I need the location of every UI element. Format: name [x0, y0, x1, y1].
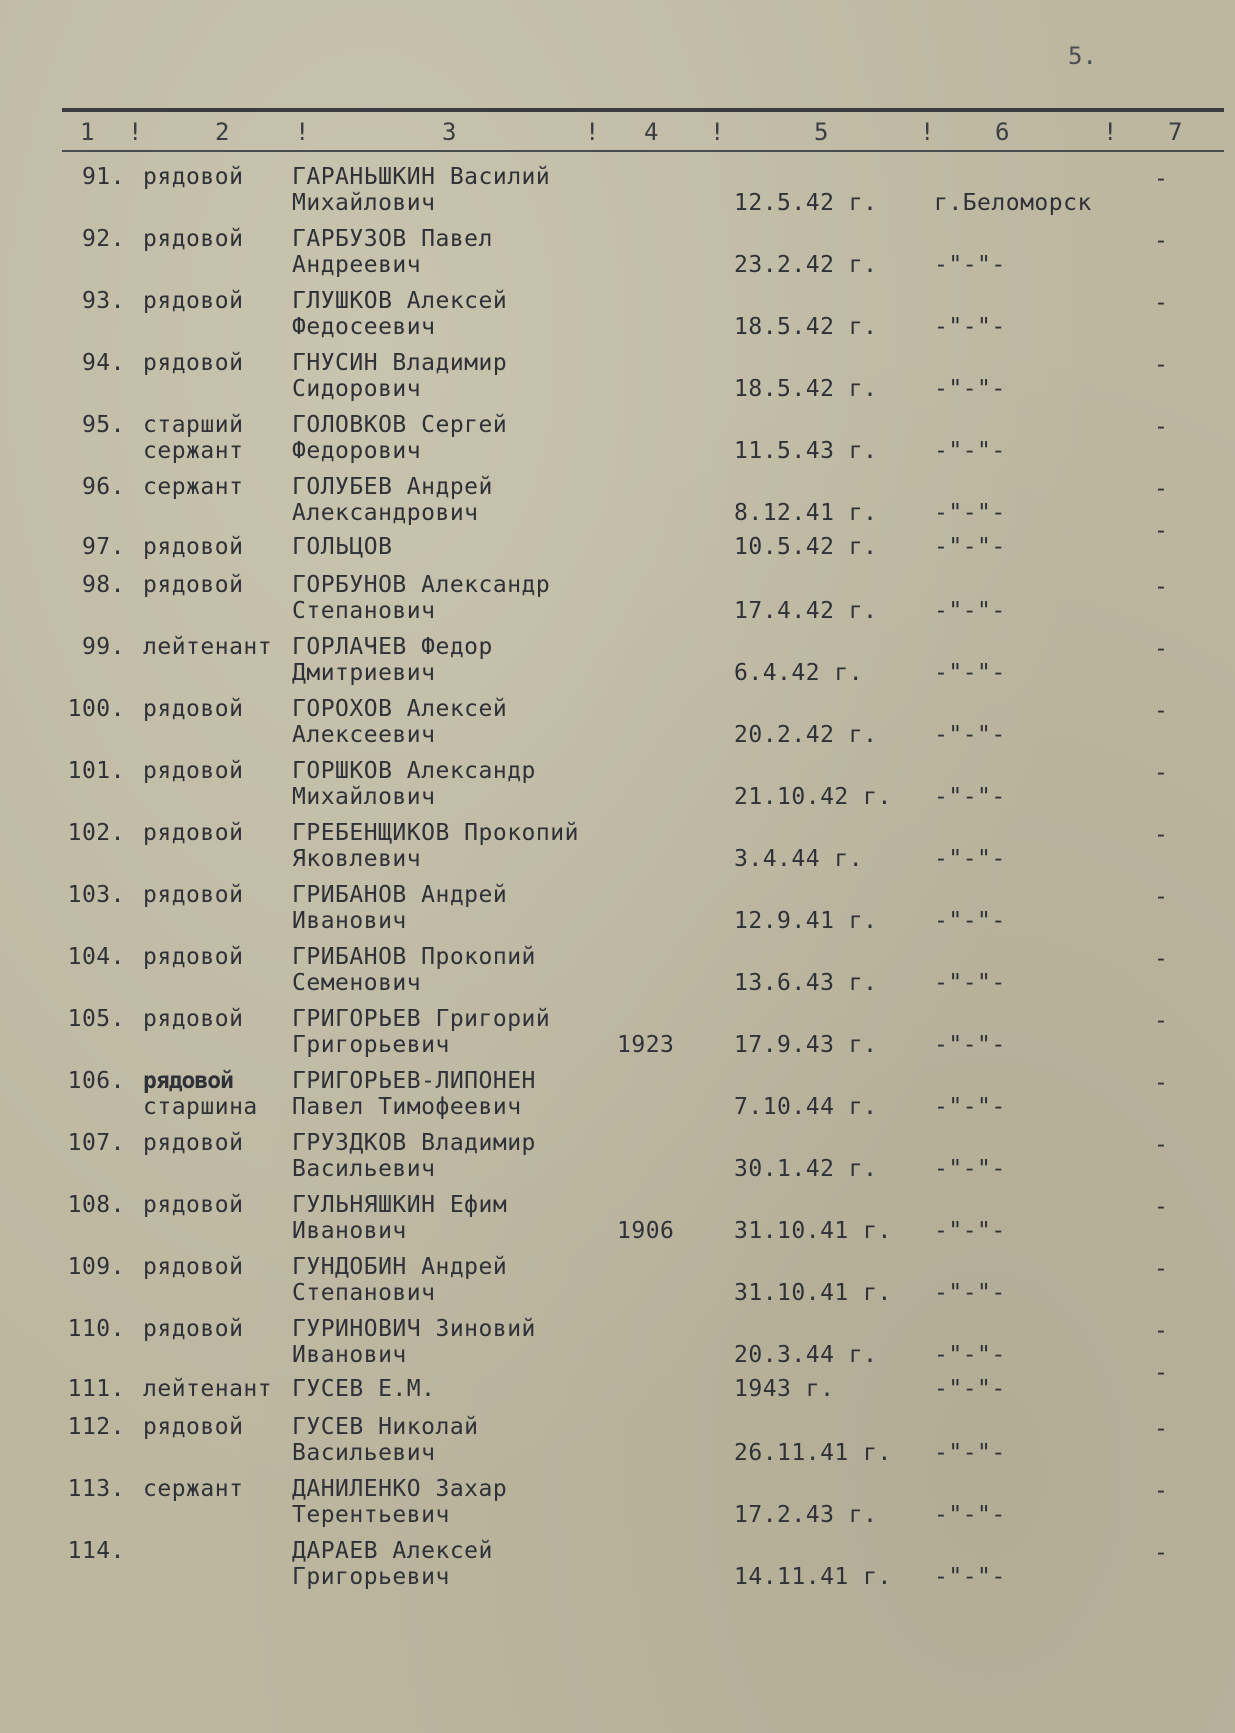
full-name — [292, 1254, 507, 1306]
column-7-value: - — [1154, 518, 1169, 544]
date: 14.11.41 г. — [734, 1564, 892, 1590]
name-line: ГОЛУБЕВ Андрей — [292, 474, 493, 500]
row-number: 114. — [67, 1538, 125, 1564]
rank — [143, 474, 243, 500]
row-number: 103. — [67, 882, 125, 908]
name-line: Александрович — [292, 500, 479, 526]
column-7-value: - — [1154, 698, 1169, 724]
date: 18.5.42 г. — [734, 314, 878, 340]
place: -"-"- — [934, 846, 1006, 872]
column-header-3: ! — [295, 118, 310, 146]
row-number: 91. — [81, 164, 125, 190]
rank-line: рядовой — [143, 1316, 244, 1342]
place: -"-"- — [934, 1440, 1006, 1466]
column-header-10: 6 — [995, 118, 1010, 146]
name-line: ГУСЕВ Е.М. — [292, 1376, 436, 1402]
place: -"-"- — [934, 784, 1006, 810]
rank-line: рядовой — [143, 758, 244, 784]
date: 23.2.42 г. — [734, 252, 878, 278]
place: г.Беломорск — [934, 190, 1092, 216]
full-name — [292, 1130, 536, 1182]
name-line: Павел Тимофеевич — [292, 1094, 522, 1120]
rank-line: сержант — [143, 474, 244, 500]
rank — [143, 1476, 243, 1502]
rank — [143, 1192, 243, 1218]
column-7-value: - — [1154, 414, 1169, 440]
full-name — [292, 1006, 550, 1058]
rank — [143, 350, 243, 376]
name-line: ГРИБАНОВ Прокопий — [292, 944, 536, 970]
name-line: ГУСЕВ Николай — [292, 1414, 479, 1440]
rank — [143, 1376, 272, 1402]
rank-line: рядовой — [143, 572, 244, 598]
column-7-value: - — [1154, 884, 1169, 910]
rank — [143, 1316, 243, 1342]
name-line: Федорович — [292, 438, 422, 464]
row-number: 106. — [67, 1068, 125, 1094]
place: -"-"- — [934, 1218, 1006, 1244]
column-header-12: 7 — [1168, 118, 1183, 146]
rank — [143, 1130, 243, 1156]
column-7-value: - — [1154, 228, 1169, 254]
row-number: 108. — [67, 1192, 125, 1218]
full-name — [292, 350, 507, 402]
full-name — [292, 288, 507, 340]
column-7-value: - — [1154, 1132, 1169, 1158]
column-7-value: - — [1154, 636, 1169, 662]
rank-line: рядовой — [143, 1414, 244, 1440]
full-name — [292, 1192, 507, 1244]
date: 3.4.44 г. — [734, 846, 864, 872]
rank-line: рядовой — [143, 1006, 244, 1032]
full-name — [292, 882, 507, 934]
date: 11.5.43 г. — [734, 438, 878, 464]
rank-line: сержант — [143, 438, 244, 464]
rank — [143, 288, 243, 314]
column-7-value: - — [1154, 1256, 1169, 1282]
full-name — [292, 412, 507, 464]
column-7-value: - — [1154, 476, 1169, 502]
row-number: 99. — [81, 634, 125, 660]
name-line: Терентьевич — [292, 1502, 450, 1528]
rank-line: рядовой — [143, 164, 244, 190]
birth-year: 1923 — [617, 1032, 675, 1058]
date: 8.12.41 г. — [734, 500, 878, 526]
name-line: Степанович — [292, 1280, 436, 1306]
column-7-value: - — [1154, 166, 1169, 192]
full-name — [292, 534, 392, 560]
place: -"-"- — [934, 1032, 1006, 1058]
rank — [143, 572, 243, 598]
rank — [143, 634, 272, 660]
place: -"-"- — [934, 970, 1006, 996]
rank-line: рядовой — [143, 534, 244, 560]
name-line: Яковлевич — [292, 846, 422, 872]
date: 17.2.43 г. — [734, 1502, 878, 1528]
place: -"-"- — [934, 1094, 1006, 1120]
place: -"-"- — [934, 438, 1006, 464]
full-name — [292, 696, 507, 748]
date: 20.2.42 г. — [734, 722, 878, 748]
place: -"-"- — [934, 908, 1006, 934]
name-line: ГОРЛАЧЕВ Федор — [292, 634, 493, 660]
column-7-value: - — [1154, 574, 1169, 600]
place: -"-"- — [934, 1502, 1006, 1528]
rank — [143, 758, 243, 784]
name-line: ГРИГОРЬЕВ-ЛИПОНЕН — [292, 1068, 536, 1094]
date: 18.5.42 г. — [734, 376, 878, 402]
name-line: ГУЛЬНЯШКИН Ефим — [292, 1192, 508, 1218]
place: -"-"- — [934, 722, 1006, 748]
name-line: Семенович — [292, 970, 422, 996]
place: -"-"- — [934, 1280, 1006, 1306]
place: -"-"- — [934, 1564, 1006, 1590]
rank — [143, 882, 243, 908]
column-7-value: - — [1154, 1318, 1169, 1344]
row-number: 102. — [67, 820, 125, 846]
rank-line: рядовой — [143, 288, 244, 314]
name-line: ДАРАЕВ Алексей — [292, 1538, 493, 1564]
rank-line: рядовой — [143, 1068, 233, 1094]
column-7-value: - — [1154, 1540, 1169, 1566]
column-header-4: 3 — [442, 118, 457, 146]
date: 1943 г. — [734, 1376, 835, 1402]
rank — [143, 696, 243, 722]
row-number: 93. — [81, 288, 125, 314]
name-line: Михайлович — [292, 190, 436, 216]
name-line: ГОЛОВКОВ Сергей — [292, 412, 508, 438]
column-7-value: - — [1154, 1416, 1169, 1442]
name-line: ГОРШКОВ Александр — [292, 758, 536, 784]
full-name — [292, 1068, 536, 1120]
name-line: ГРИБАНОВ Андрей — [292, 882, 508, 908]
name-line: ГНУСИН Владимир — [292, 350, 508, 376]
name-line: Михайлович — [292, 784, 436, 810]
header-rule — [62, 108, 1224, 112]
name-line: Дмитриевич — [292, 660, 436, 686]
row-number: 104. — [67, 944, 125, 970]
place: -"-"- — [934, 500, 1006, 526]
column-7-value: - — [1154, 1008, 1169, 1034]
column-header-9: ! — [920, 118, 935, 146]
date: 12.5.42 г. — [734, 190, 878, 216]
name-line: Григорьевич — [292, 1564, 450, 1590]
row-number: 109. — [67, 1254, 125, 1280]
rank — [143, 944, 243, 970]
place: -"-"- — [934, 1156, 1006, 1182]
place: -"-"- — [934, 598, 1006, 624]
date: 7.10.44 г. — [734, 1094, 878, 1120]
rank — [143, 1414, 243, 1440]
row-number: 105. — [67, 1006, 125, 1032]
place: -"-"- — [934, 1376, 1006, 1402]
column-header-8: 5 — [814, 118, 829, 146]
column-7-value: - — [1154, 946, 1169, 972]
row-number: 92. — [81, 226, 125, 252]
name-line: ГУНДОБИН Андрей — [292, 1254, 508, 1280]
name-line: Иванович — [292, 1342, 407, 1368]
full-name — [292, 1476, 507, 1528]
page-number: 5. — [1068, 42, 1097, 70]
row-number: 97. — [81, 534, 125, 560]
column-header-2: 2 — [215, 118, 230, 146]
column-header-11: ! — [1103, 118, 1118, 146]
name-line: Иванович — [292, 908, 407, 934]
rank — [143, 164, 243, 190]
name-line: ГАРБУЗОВ Павел — [292, 226, 493, 252]
name-line: ДАНИЛЕНКО Захар — [292, 1476, 508, 1502]
row-number: 95. — [81, 412, 125, 438]
column-7-value: - — [1154, 1194, 1169, 1220]
date: 31.10.41 г. — [734, 1280, 892, 1306]
full-name — [292, 1414, 479, 1466]
row-number: 113. — [67, 1476, 125, 1502]
full-name — [292, 474, 493, 526]
date: 20.3.44 г. — [734, 1342, 878, 1368]
date: 12.9.41 г. — [734, 908, 878, 934]
row-number: 94. — [81, 350, 125, 376]
rank-line: рядовой — [143, 226, 244, 252]
row-number: 100. — [67, 696, 125, 722]
date: 26.11.41 г. — [734, 1440, 892, 1466]
full-name — [292, 226, 493, 278]
column-header-0: 1 — [80, 118, 95, 146]
column-header-5: ! — [585, 118, 600, 146]
date: 10.5.42 г. — [734, 534, 878, 560]
place: -"-"- — [934, 534, 1006, 560]
rank — [143, 1068, 258, 1120]
column-header-7: ! — [710, 118, 725, 146]
column-7-value: - — [1154, 290, 1169, 316]
name-line: Васильевич — [292, 1156, 436, 1182]
row-number: 107. — [67, 1130, 125, 1156]
full-name — [292, 1538, 493, 1590]
name-line: Андреевич — [292, 252, 422, 278]
rank-line: старший — [143, 412, 244, 438]
date: 6.4.42 г. — [734, 660, 864, 686]
row-number: 98. — [81, 572, 125, 598]
rank-line: рядовой — [143, 1130, 244, 1156]
rank — [143, 1254, 243, 1280]
column-7-value: - — [1154, 822, 1169, 848]
column-header-6: 4 — [644, 118, 659, 146]
name-line: ГРУЗДКОВ Владимир — [292, 1130, 536, 1156]
rank — [143, 226, 243, 252]
rank — [143, 820, 243, 846]
place: -"-"- — [934, 660, 1006, 686]
rank — [143, 412, 243, 464]
full-name — [292, 164, 550, 216]
name-line: ГОРОХОВ Алексей — [292, 696, 508, 722]
row-number: 96. — [81, 474, 125, 500]
name-line: ГЛУШКОВ Алексей — [292, 288, 508, 314]
full-name — [292, 820, 579, 872]
rank-line: сержант — [143, 1476, 244, 1502]
rank-line: рядовой — [143, 350, 244, 376]
rank-line: лейтенант — [143, 634, 273, 660]
name-line: Алексеевич — [292, 722, 436, 748]
full-name — [292, 572, 550, 624]
date: 30.1.42 г. — [734, 1156, 878, 1182]
name-line: Иванович — [292, 1218, 407, 1244]
name-line: ГРЕБЕНЩИКОВ Прокопий — [292, 820, 579, 846]
rank-line: рядовой — [143, 882, 244, 908]
row-number: 101. — [67, 758, 125, 784]
name-line: Сидорович — [292, 376, 422, 402]
place: -"-"- — [934, 376, 1006, 402]
column-header-row — [0, 118, 1235, 152]
full-name — [292, 1376, 435, 1402]
column-7-value: - — [1154, 1478, 1169, 1504]
rank — [143, 534, 243, 560]
name-line: ГАРАНЬШКИН Василий — [292, 164, 551, 190]
date: 21.10.42 г. — [734, 784, 892, 810]
name-line: ГРИГОРЬЕВ Григорий — [292, 1006, 551, 1032]
date: 17.9.43 г. — [734, 1032, 878, 1058]
full-name — [292, 944, 536, 996]
place: -"-"- — [934, 1342, 1006, 1368]
name-line: Степанович — [292, 598, 436, 624]
name-line: ГОРБУНОВ Александр — [292, 572, 551, 598]
column-7-value: - — [1154, 352, 1169, 378]
row-number: 110. — [67, 1316, 125, 1342]
header-divider — [62, 150, 1224, 152]
place: -"-"- — [934, 314, 1006, 340]
column-7-value: - — [1154, 1070, 1169, 1096]
row-number: 111. — [67, 1376, 125, 1402]
rank-line: рядовой — [143, 944, 244, 970]
column-7-value: - — [1154, 760, 1169, 786]
row-number: 112. — [67, 1414, 125, 1440]
name-line: Григорьевич — [292, 1032, 450, 1058]
birth-year: 1906 — [617, 1218, 675, 1244]
place: -"-"- — [934, 252, 1006, 278]
date: 31.10.41 г. — [734, 1218, 892, 1244]
name-line: ГОЛЬЦОВ — [292, 534, 393, 560]
name-line: Васильевич — [292, 1440, 436, 1466]
name-line: ГУРИНОВИЧ Зиновий — [292, 1316, 536, 1342]
rank-line: рядовой — [143, 696, 244, 722]
rank-line: рядовой — [143, 1192, 244, 1218]
column-header-1: ! — [128, 118, 143, 146]
column-7-value: - — [1154, 1360, 1169, 1386]
name-line: Федосеевич — [292, 314, 436, 340]
rank-line: рядовой — [143, 1254, 244, 1280]
rank-line: старшина — [143, 1094, 258, 1120]
full-name — [292, 758, 536, 810]
full-name — [292, 1316, 536, 1368]
rank-line: рядовой — [143, 820, 244, 846]
date: 13.6.43 г. — [734, 970, 878, 996]
full-name — [292, 634, 493, 686]
rank-line: лейтенант — [143, 1376, 273, 1402]
date: 17.4.42 г. — [734, 598, 878, 624]
rank — [143, 1006, 243, 1032]
